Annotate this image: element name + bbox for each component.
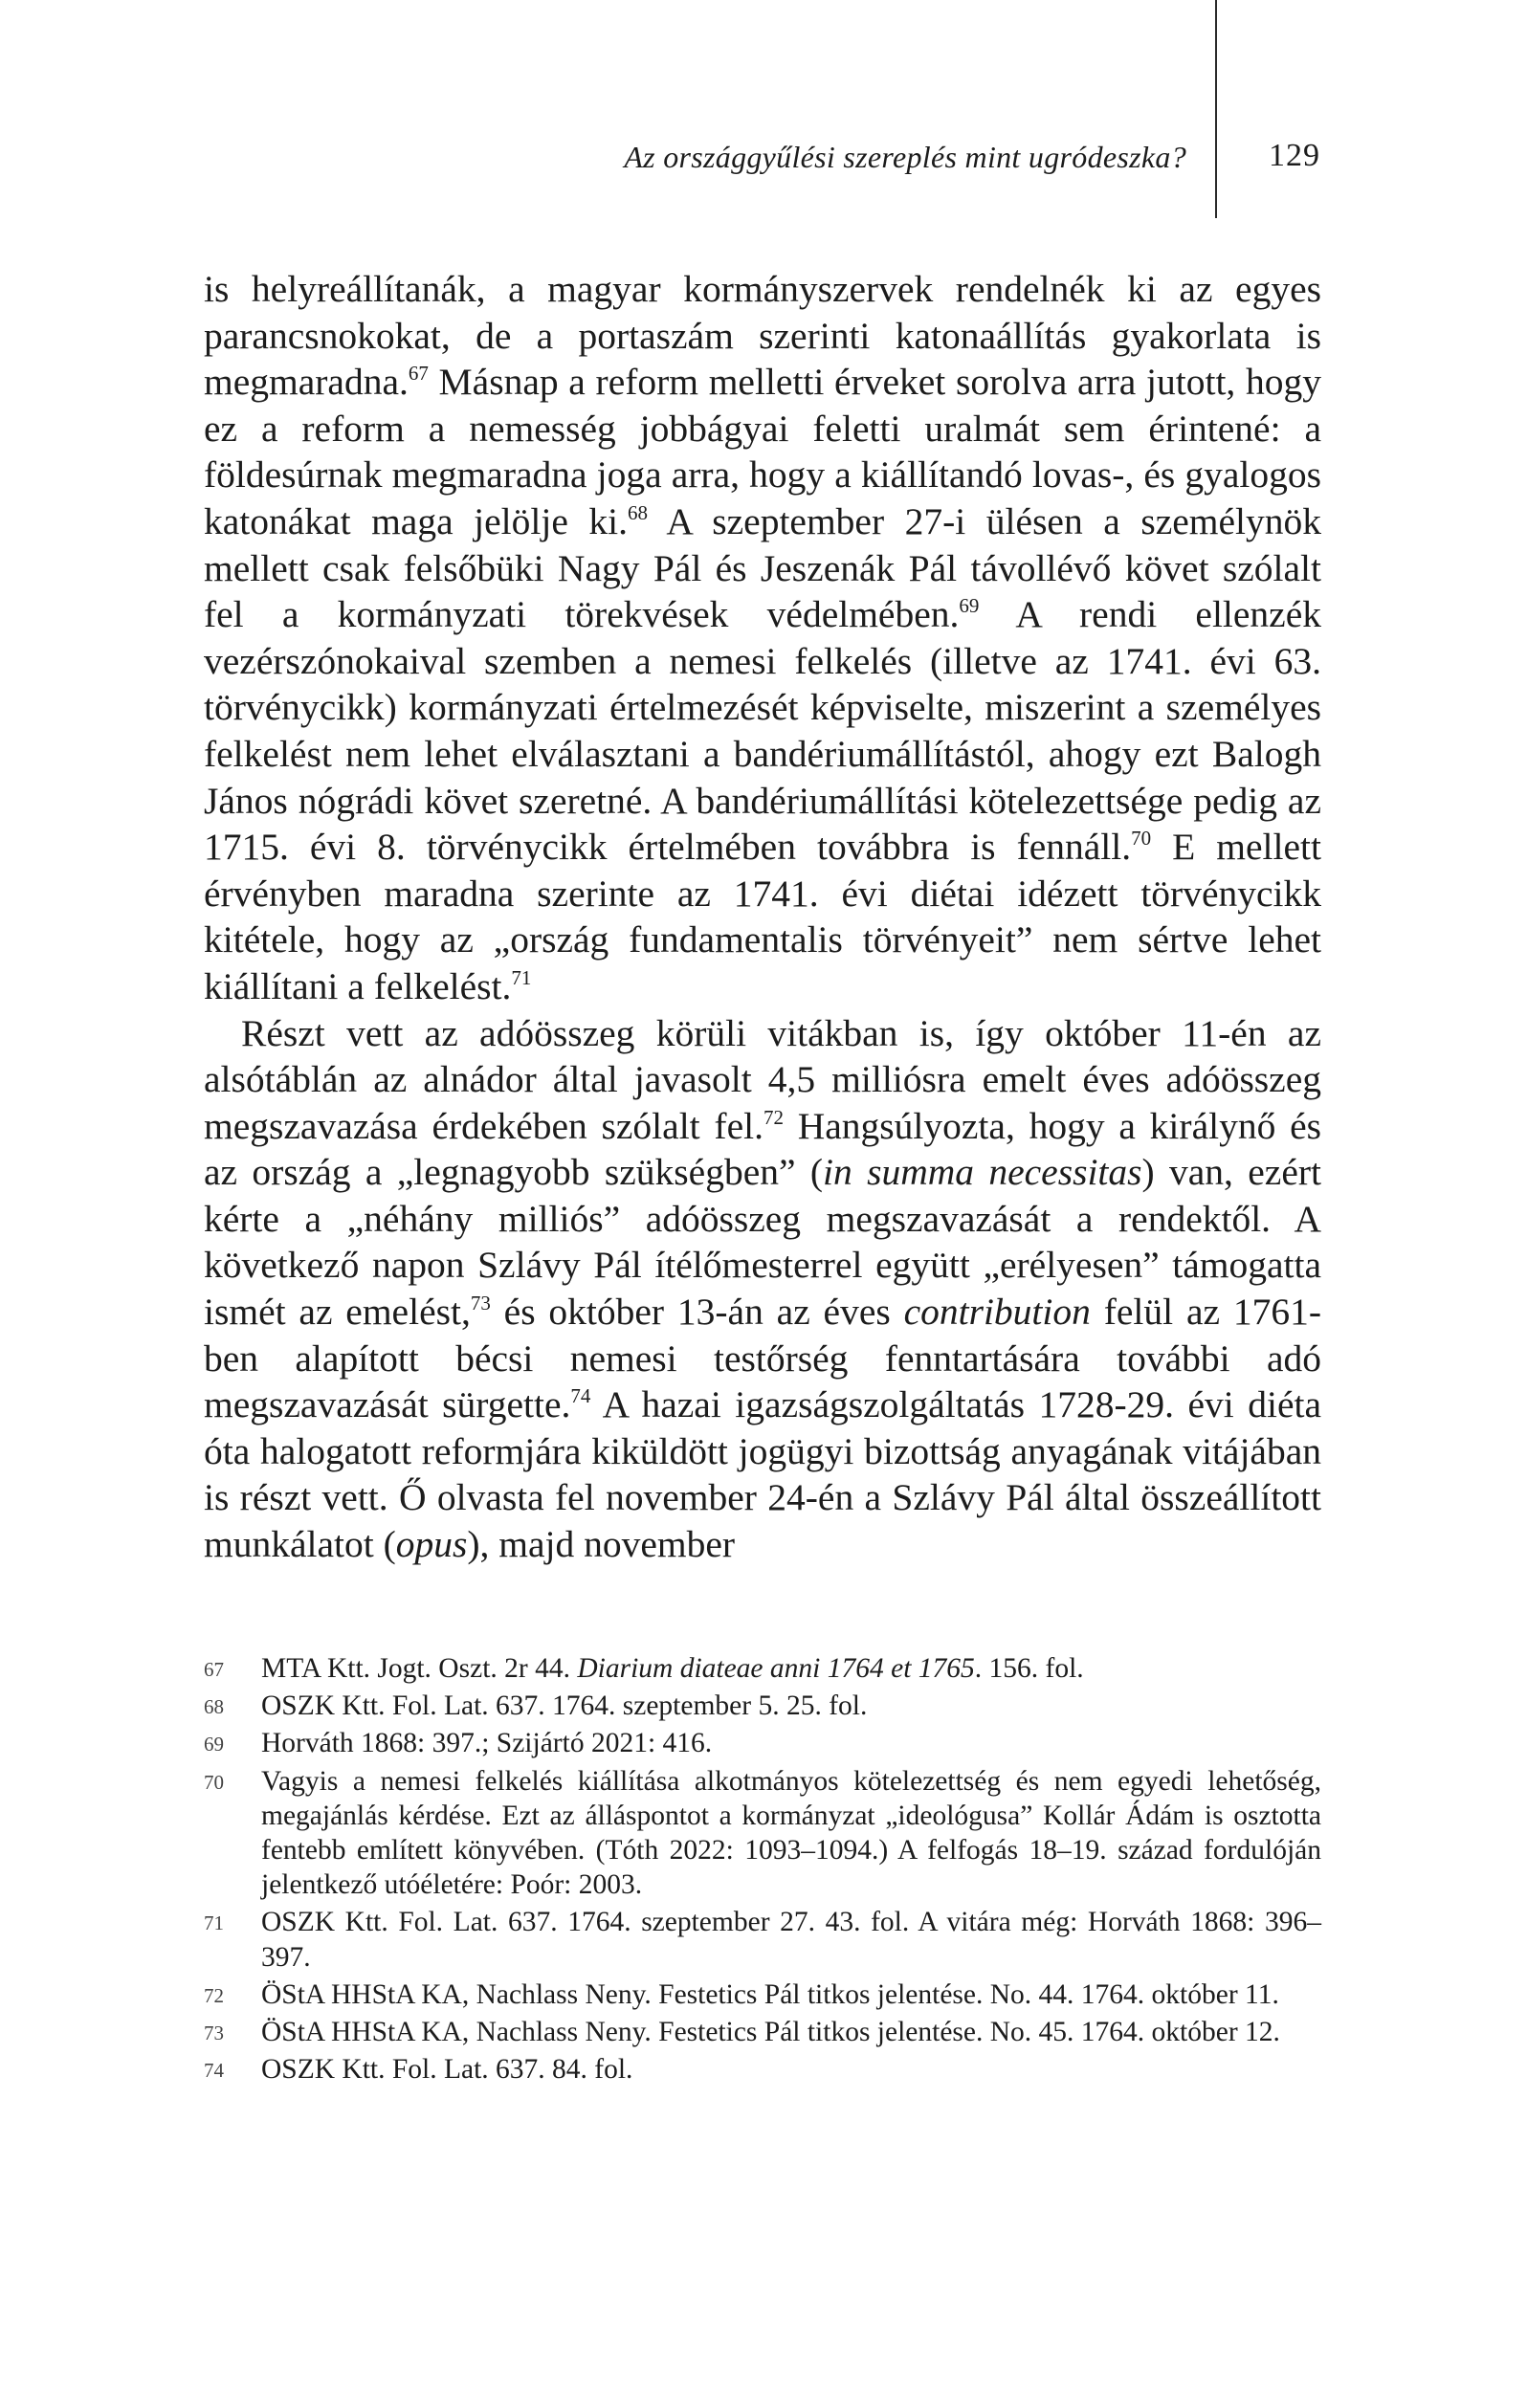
footnote-number: 73 [204,2021,224,2045]
text-run: ) van, ezért kérte a „néhány milliós” adóösszeg megszavazását a rendektől. A következő napon Szlávy Pál ítélőmesterrel együtt „erélyesen” támogatta ismét az emelést, [204,1151,1321,1334]
footnote-text: OSZK Ktt. Fol. Lat. 637. 1764. szeptember 5. 25. fol. [261,1690,868,1722]
latin-term: opus [395,1523,468,1566]
footnote-text: Horváth 1868: 397.; Szijártó 2021: 416. [261,1728,713,1759]
footnote-ref-71[interactable]: 71 [511,965,532,989]
latin-term: contribution [903,1291,1091,1334]
footnote-text: OSZK Ktt. Fol. Lat. 637. 1764. szeptember 27. 43. fol. A vitára még: Horváth 1868: 396–397. [261,1907,1321,1973]
text-run: E mellett érvényben maradna szerinte az 1741. évi diétai idézett törvénycikk kitétele, hogy az „ország fundamentalis törvényeit” nem sértve lehet kiállítani a felkelést. [204,826,1321,1007]
footnote [204,1726,1321,1760]
footnote [204,1689,1321,1723]
footnote-number: 67 [204,1658,224,1681]
text-run: felül az 1761-ben alapított bécsi nemesi testőrség fenntartására további adó megszavazását sürgette. [204,1291,1321,1426]
footnote-ref-73[interactable]: 73 [470,1292,491,1315]
footnote-ref-74[interactable]: 74 [570,1384,591,1408]
text-run: Részt vett az adóösszeg körüli vitákban is, így október 11-én az alsótáblán az alnádor által javasolt 4,5 milliósra emelt éves adóösszeg megszavazása érdekében szólalt fel. [204,1011,1321,1147]
footnote-number: 74 [204,2059,224,2083]
footnote [204,1977,1321,2012]
footnote-text: Vagyis a nemesi felkelés kiállítása alkotmányos kötelezettség és nem egyedi lehetőség, megajánlás kérdése. Ezt az álláspontot a kormányzat „ideológusa” Kollár Ádám is osztotta fentebb említett könyvében. (Tóth 2022: 1093–1094.) A felfogás 18–19. század fordulóján jelentkező utóéletére: Poór: 2003. [261,1765,1321,1901]
text-run: ), majd november [467,1523,736,1566]
footnote-number: 71 [204,1911,224,1935]
latin-phrase: in summa necessitas [823,1151,1142,1194]
footnote [204,1651,1321,1686]
footnote-text: OSZK Ktt. Fol. Lat. 637. 84. fol. [261,2054,633,2086]
text-run: A hazai igazságszolgáltatás 1728-29. évi diéta óta halogatott reformjára kiküldött jogügyi bizottság anyagának vitájában is részt vett. Ő olvasta fel november 24-én a Szlávy Pál által összeállított munkálatot ( [204,1383,1321,1566]
footnote [204,2015,1321,2049]
text-run: Másnap a reform melletti érveket sorolva arra jutott, hogy ez a reform a nemesség jobbágyai feletti uralmát sem érintené: a földesúrnak megmaradna joga arra, hogy a kiállítandó lovas-, és gyalogos katonákat maga jelölje ki. [204,361,1321,542]
footnote-number: 69 [204,1733,224,1756]
footnote-text: ÖStA HHStA KA, Nachlass Neny. Festetics Pál titkos jelentése. No. 45. 1764. október 12. [261,2017,1280,2048]
text-run: is helyreállítanák, a magyar kormányszervek rendelnék ki az egyes parancsnokokat, de a portaszám szerinti katonaállítás gyakorlata is megmaradna. [204,268,1321,404]
footnote-ref-69[interactable]: 69 [959,594,980,618]
footnote [204,1764,1321,1903]
header-rule [1215,0,1217,218]
footnote-ref-67[interactable]: 67 [408,362,429,386]
footnote-title: Diarium diateae anni 1764 et 1765 [577,1653,975,1684]
footnote-text: . 156. fol. [974,1653,1084,1684]
paragraph-1 [204,266,1321,1010]
text-run: Hangsúlyozta, hogy a királynő és az ország a „legnagyobb szükségben” ( [204,1104,1322,1194]
footnote [204,2052,1321,2087]
footnote-ref-72[interactable]: 72 [763,1105,784,1129]
footnote-number: 70 [204,1770,224,1794]
footnote-ref-70[interactable]: 70 [1131,827,1152,851]
footnote-text: MTA Ktt. Jogt. Oszt. 2r 44. [261,1653,578,1684]
page-number: 129 [1269,138,1320,173]
text-run: A szeptember 27-i ülésen a személynök mellett csak felsőbüki Nagy Pál és Jeszenák Pál távollévő követ szólalt fel a kormányzati törekvések védelmében. [204,499,1321,636]
footnote-number: 72 [204,1983,224,2007]
text-run: és október 13-án az éves [490,1291,904,1334]
footnote-ref-68[interactable]: 68 [628,500,649,524]
footnotes [204,1651,1321,2087]
footnote-number: 68 [204,1695,224,1719]
footnote [204,1905,1321,1974]
footnote-text: ÖStA HHStA KA, Nachlass Neny. Festetics Pál titkos jelentése. No. 44. 1764. október 11. [261,1978,1279,2010]
text-run: A rendi ellenzék vezérszónokaival szemben a nemesi felkelés (illetve az 1741. évi 63. törvénycikk) kormányzati értelmezését képviselte, miszerint a személyes felkelést nem lehet elválasztani a bandériumállítástól, ahogy ezt Balogh János nógrádi követ szeretné. A bandériumállítási kötelezettsége pedig az 1715. évi 8. törvénycikk értelmében továbbra is fennáll. [204,593,1321,869]
running-head: Az országgyűlési szereplés mint ugródeszka? [624,140,1186,174]
main-text [204,266,1321,1568]
paragraph-2 [204,1010,1321,1568]
